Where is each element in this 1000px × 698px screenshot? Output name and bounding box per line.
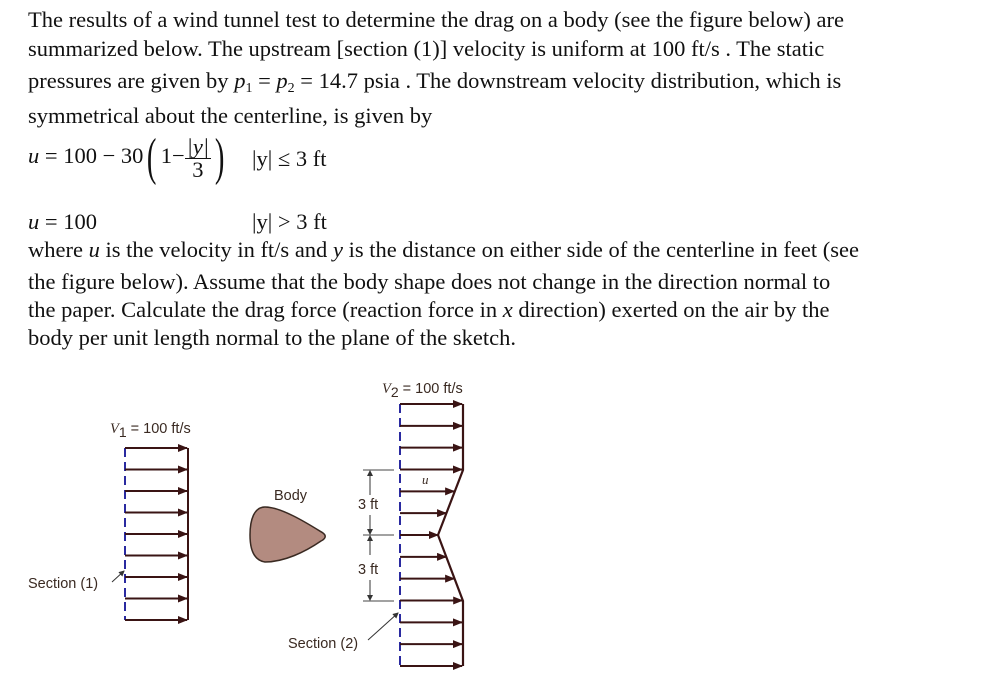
right-paren: ): [214, 129, 225, 186]
text: the paper. Calculate the drag force (reaction force in: [28, 297, 503, 322]
eq-text: 1−: [160, 143, 185, 169]
subscript: 1: [245, 81, 253, 96]
text: pressures are given by: [28, 68, 235, 93]
body-shape: [250, 507, 325, 562]
subscript: 2: [390, 384, 399, 400]
v1-value: = 100 ft/s: [126, 421, 191, 437]
section1-label: Section (1): [28, 576, 99, 592]
problem-line: symmetrical about the centerline, is given by: [28, 103, 433, 128]
eq-u: u: [28, 143, 40, 169]
dimension-upper-label: 3 ft: [358, 497, 379, 513]
u-label: u: [422, 472, 429, 487]
equation-1-condition: |y| ≤ 3 ft: [252, 146, 327, 171]
denominator: 3: [192, 156, 204, 182]
problem-line: summarized below. The upstream [section (1)] velocity is uniform at 100 ft/s . The static: [28, 36, 825, 61]
equation-2-condition: |y| > 3 ft: [252, 209, 327, 234]
var-x: x: [502, 297, 513, 322]
text: =: [252, 68, 277, 93]
var-y: y: [332, 237, 343, 262]
profile-line-2: [438, 404, 463, 666]
problem-line: The results of a wind tunnel test to determine the drag on a body (see the figure below) are: [28, 7, 844, 32]
var-u: u: [88, 237, 100, 262]
text: = 14.7 psia . The downstream velocity distribution, which is: [294, 68, 842, 93]
problem-line: body per unit length normal to the plane of the sketch.: [28, 325, 517, 350]
p2-symbol: p: [276, 68, 288, 93]
text: direction) exerted on the air by the: [512, 297, 830, 322]
problem-line: the figure below). Assume that the body shape does not change in the direction normal to: [28, 269, 831, 294]
text: is the distance on either side of the centerline in feet (see: [342, 237, 859, 262]
v2-label: [382, 381, 463, 400]
v2-value: = 100 ft/s: [398, 381, 463, 397]
subscript: 2: [287, 81, 295, 96]
dimension-lower-label: 3 ft: [358, 562, 379, 578]
body-label: Body: [274, 488, 308, 504]
subscript: 1: [118, 424, 127, 440]
section2-label: Section (2): [288, 636, 359, 652]
section1-leader: [112, 571, 124, 582]
text: where: [28, 237, 89, 262]
v-symbol: V: [382, 381, 391, 397]
numerator: |y|: [186, 133, 210, 159]
left-paren: (: [147, 129, 157, 186]
v-symbol: V: [110, 421, 119, 437]
section2-leader: [368, 613, 398, 640]
p1-symbol: p: [234, 68, 246, 93]
eq-u: u: [28, 209, 40, 234]
v1-label: [110, 421, 191, 440]
text: is the velocity in ft/s and: [99, 237, 333, 262]
eq-text: = 100 − 30: [39, 143, 144, 169]
eq-text: = 100: [39, 209, 97, 234]
